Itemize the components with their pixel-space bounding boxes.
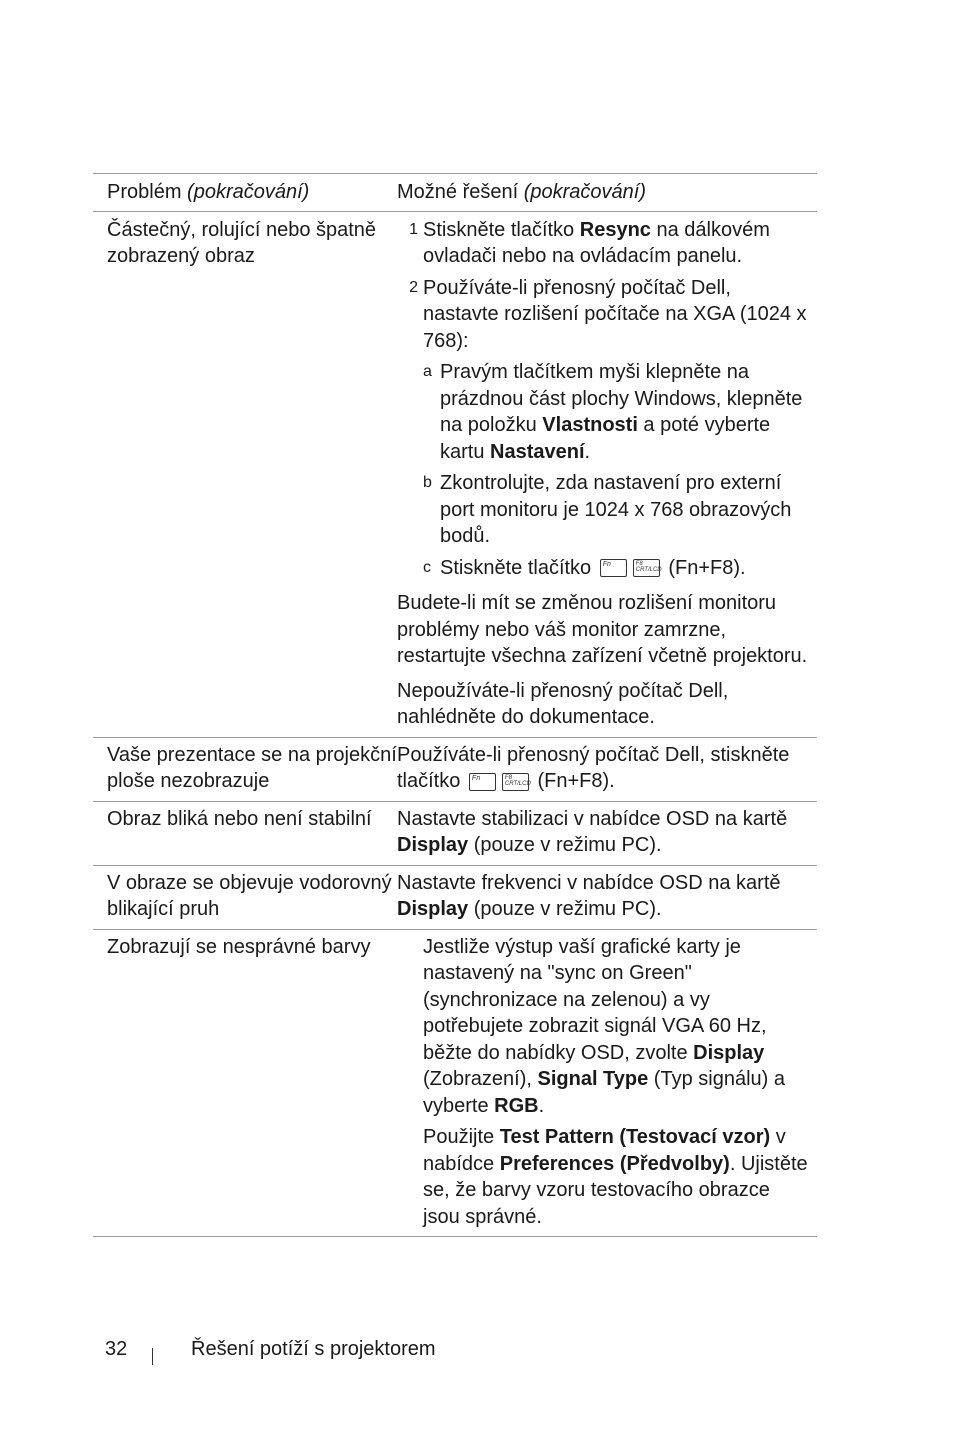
solution-cell: Používáte-li přenosný počítač Dell, stiskněte tlačítko Fn F8 CRT/LCD (Fn+F8). (397, 737, 817, 801)
table-row (93, 737, 817, 801)
header-solution (397, 174, 817, 212)
substep-a (423, 359, 811, 465)
problem-cell (93, 737, 397, 801)
header-problem (93, 174, 397, 212)
solution-cell: Nastavte stabilizaci v nabídce OSD na kartě Display (pouze v režimu PC). (397, 801, 817, 865)
problem-cell (93, 801, 397, 865)
solution-cell (397, 929, 817, 1237)
table-row (93, 865, 817, 929)
step-number: 2 (409, 278, 418, 296)
note-paragraph: Nepoužíváte-li přenosný počítač Dell, nahlédněte do dokumentace. (397, 679, 729, 728)
substep-letter: b (423, 474, 432, 491)
troubleshooting-table (93, 173, 817, 1237)
step-number: 1 (409, 220, 418, 238)
f8-crt-lcd-key-icon: F8 CRT/LCD (502, 773, 529, 791)
header-solution-continued: (pokračování) (523, 181, 647, 203)
problem-text: Vaše prezentace se na projekční ploše nezobrazuje (107, 743, 397, 792)
substep-c (423, 555, 811, 582)
problem-text: Obraz bliká nebo není stabilní (107, 807, 372, 830)
table-row (93, 801, 817, 865)
footer-divider (152, 1348, 153, 1365)
chapter-title: Řešení potíží s projektorem (191, 1338, 436, 1360)
substep-text: Zkontrolujte, zda nastavení pro externí port monitoru je 1024 x 768 obrazových bodů. (440, 472, 792, 547)
problem-cell (93, 211, 397, 737)
step-2 (397, 275, 811, 355)
solution-cell (397, 211, 817, 737)
fn-key-icon: Fn (600, 559, 627, 577)
substep-text: Pravým tlačítkem myši klepněte na prázdnou část plochy Windows, klepněte na položku Vlastnosti a poté vyberte kartu Nastavení. (440, 361, 803, 463)
header-problem-continued: (pokračování) (187, 181, 310, 203)
problem-cell (93, 929, 397, 1237)
header-problem-label: Problém (107, 181, 182, 203)
table-header-row (93, 174, 817, 212)
problem-text: Částečný, rolující nebo špatně zobrazený obraz (107, 218, 377, 267)
substep-text: Stiskněte tlačítko Fn F8 CRT/LCD (Fn+F8). (440, 556, 746, 579)
page-number: 32 (105, 1338, 128, 1360)
solution-paragraph: Použijte Test Pattern (Testovací vzor) v nabídce Preferences (Předvolby). Ujistěte se, že barvy vzoru testovacího obrazce jsou správné. (423, 1126, 808, 1228)
fn-key-icon: Fn (469, 773, 496, 791)
substep-letter: a (423, 363, 432, 380)
step-1 (397, 217, 811, 270)
solution-paragraph: Jestliže výstup vaší grafické karty je nastavený na "sync on Green" (synchronizace na zelenou) a vy potřebujete zobrazit signál VGA 60 Hz, běžte do nabídky OSD, zvolte Display (Zobrazení), Signal Type (Typ signálu) a vyberte RGB. (423, 935, 785, 1117)
step-text: Stiskněte tlačítko Resync na dálkovém ovladači nebo na ovládacím panelu. (423, 218, 770, 267)
table-row (93, 211, 817, 737)
problem-text: Zobrazují se nesprávné barvy (107, 935, 371, 958)
table-row (93, 929, 817, 1237)
solution-cell: Nastavte frekvenci v nabídce OSD na kartě Display (pouze v režimu PC). (397, 865, 817, 929)
substep-letter: c (423, 558, 431, 576)
header-solution-label: Možné řešení (397, 181, 519, 203)
step-text: Používáte-li přenosný počítač Dell, nastavte rozlišení počítače na XGA (1024 x 768): (423, 276, 807, 352)
substep-b (423, 470, 811, 550)
problem-text: V obraze se objevuje vodorovný blikající pruh (107, 871, 392, 920)
problem-cell (93, 865, 397, 929)
resync-term: Resync (579, 218, 651, 241)
note-paragraph: Budete-li mít se změnou rozlišení monitoru problémy nebo váš monitor zamrzne, restartujte všechna zařízení včetně projektoru. (397, 592, 808, 667)
f8-crt-lcd-key-icon: F8 CRT/LCD (633, 559, 660, 577)
